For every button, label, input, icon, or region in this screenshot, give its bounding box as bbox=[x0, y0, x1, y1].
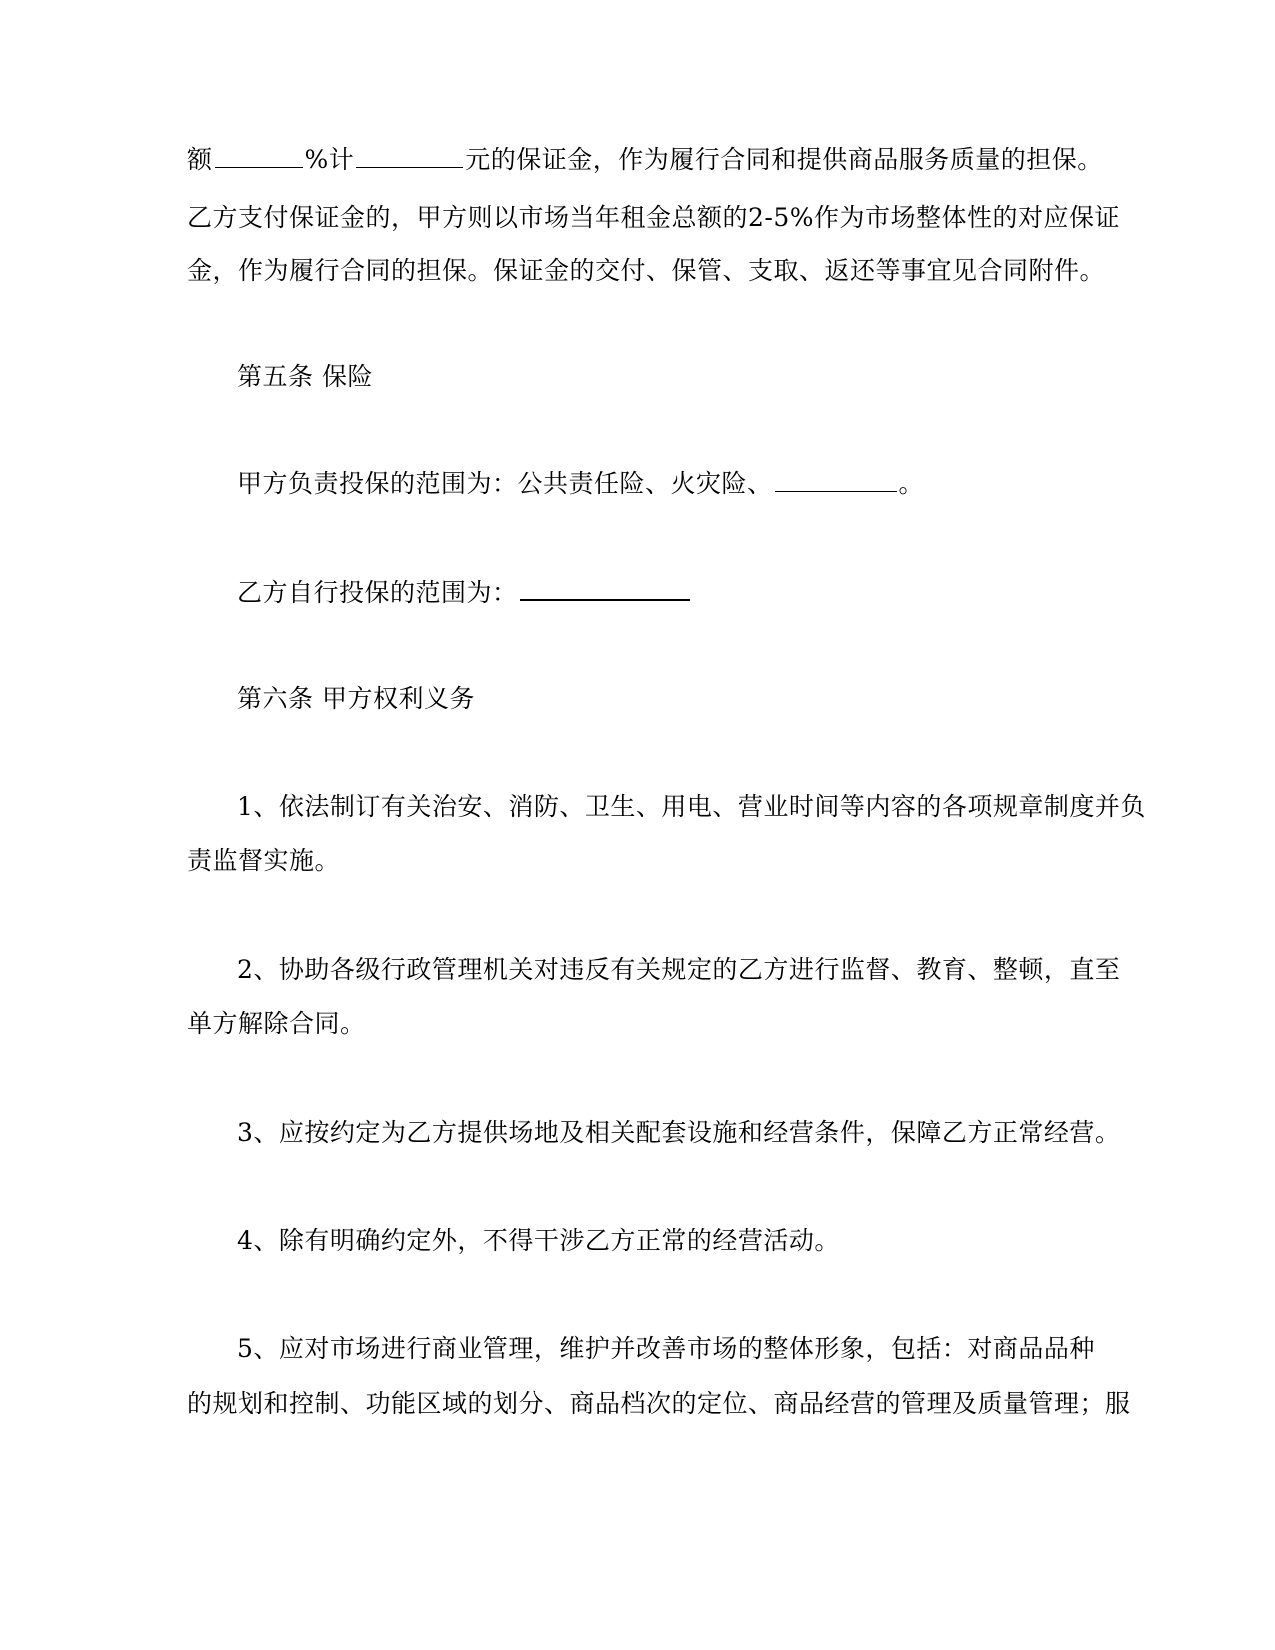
paragraph-line bbox=[237, 469, 924, 499]
fill-in-blank bbox=[520, 577, 690, 601]
paragraph-line: 金，作为履行合同的担保。保证金的交付、保管、支取、返还等事宜见合同附件。 bbox=[187, 256, 1106, 285]
text-segment: 甲方负责投保的范围为：公共责任险、火灾险、 bbox=[237, 469, 773, 498]
fill-in-blank bbox=[215, 145, 303, 168]
paragraph-line: 责监督实施。 bbox=[187, 846, 341, 875]
paragraph-line: 的规划和控制、功能区域的划分、商品档次的定位、商品经营的管理及质量管理；服 bbox=[187, 1389, 1131, 1418]
paragraph-line: 3、应按约定为乙方提供场地及相关配套设施和经营条件，保障乙方正常经营。 bbox=[237, 1118, 1121, 1147]
article-heading: 第五条 保险 bbox=[237, 362, 373, 391]
text-segment: %计 bbox=[304, 145, 355, 174]
fill-in-blank bbox=[775, 469, 897, 492]
paragraph-line: 单方解除合同。 bbox=[187, 1009, 366, 1038]
paragraph-line bbox=[237, 577, 692, 608]
paragraph-line: 乙方支付保证金的，甲方则以市场当年租金总额的2-5%作为市场整体性的对应保证 bbox=[187, 203, 1121, 232]
text-segment: 元的保证金，作为履行合同和提供商品服务质量的担保。 bbox=[465, 145, 1103, 174]
fill-in-blank bbox=[356, 145, 463, 168]
paragraph-line: 2、协助各级行政管理机关对违反有关规定的乙方进行监督、教育、整顿，直至 bbox=[237, 955, 1121, 984]
paragraph-line: 1、依法制订有关治安、消防、卫生、用电、营业时间等内容的各项规章制度并负 bbox=[237, 792, 1146, 821]
paragraph-line: 5、应对市场进行商业管理，维护并改善市场的整体形象，包括：对商品品种 bbox=[237, 1334, 1095, 1363]
text-segment: 乙方自行投保的范围为： bbox=[237, 578, 518, 607]
paragraph-line bbox=[187, 145, 1103, 175]
text-segment: 额 bbox=[187, 145, 213, 174]
article-heading: 第六条 甲方权利义务 bbox=[237, 684, 475, 713]
text-segment: 。 bbox=[898, 469, 925, 498]
paragraph-line: 4、除有明确约定外，不得干涉乙方正常的经营活动。 bbox=[237, 1226, 840, 1255]
